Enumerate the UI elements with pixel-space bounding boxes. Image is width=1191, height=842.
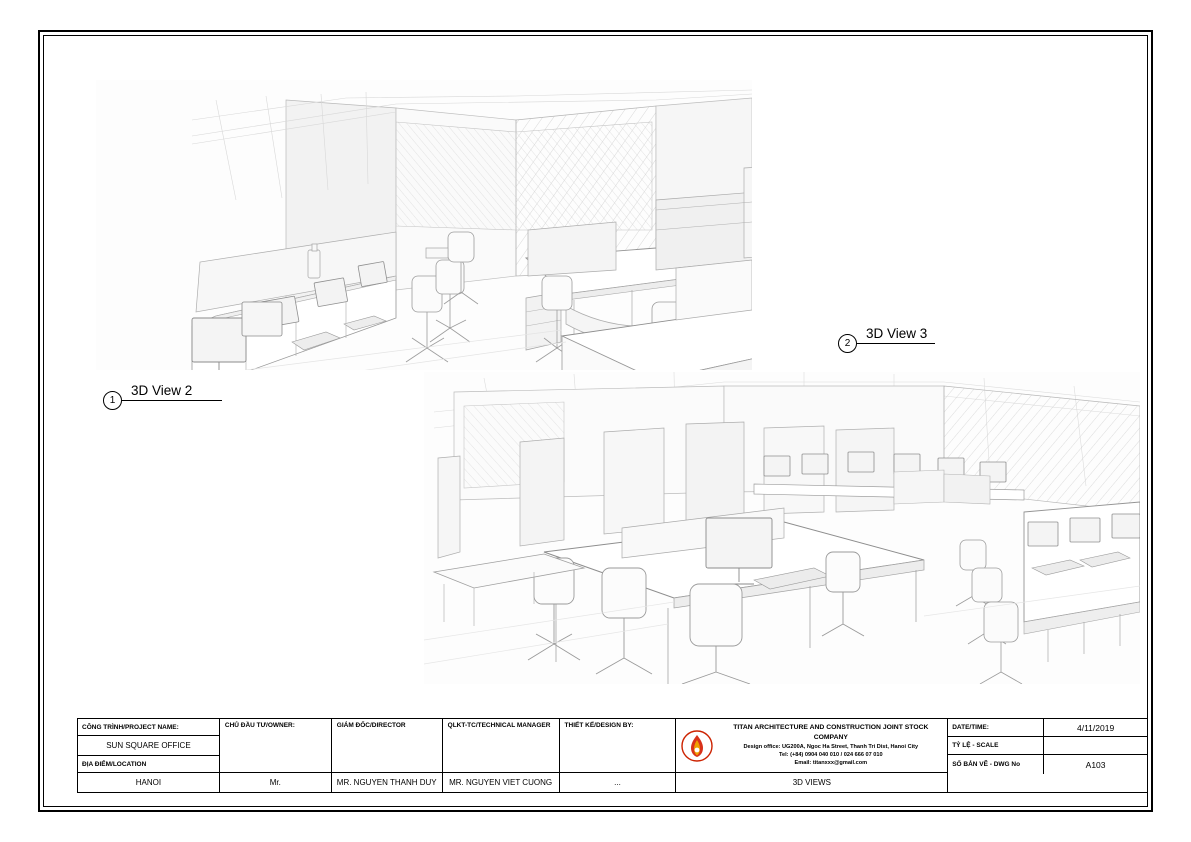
date-value: 4/11/2019 [1077, 722, 1115, 733]
title-block-technical-manager-column [443, 719, 560, 792]
sheet-number-row [948, 755, 1147, 774]
render-image-3d-view-2 [96, 80, 752, 370]
view-callout-2-rule [857, 343, 935, 344]
designer-header: THIẾT KẾ/DESIGN BY: [560, 719, 676, 773]
sheet-number-value: A103 [1085, 759, 1106, 770]
scale-value [1044, 737, 1147, 754]
company-info [676, 719, 947, 773]
title-block-project-column [78, 719, 220, 792]
view-callout-2 [838, 326, 948, 360]
technical-manager-header: QLKT-TC/TECHNICAL MANAGER [443, 719, 559, 773]
title-block-owner-column [220, 719, 332, 792]
view-callout-2-number: 2 [838, 334, 857, 353]
date-header: DATE/TIME: [948, 719, 1044, 736]
scale-row [948, 737, 1147, 755]
drawing-title: 3D VIEWS [792, 778, 831, 787]
view-callout-1-label: 3D View 2 [131, 383, 193, 398]
view-callout-1-number: 1 [103, 391, 122, 410]
location-header: ĐỊA ĐIỂM/LOCATION [78, 756, 219, 773]
title-block [77, 718, 1148, 793]
view-callout-1-rule [122, 400, 222, 401]
title-block-sheet-column [948, 719, 1147, 792]
director-value: MR. NGUYEN THANH DUY [336, 778, 437, 787]
date-row [948, 719, 1147, 737]
owner-header: CHỦ ĐẦU TƯ/OWNER: [220, 719, 331, 773]
view-callout-1 [103, 383, 233, 417]
title-block-designer-column [560, 719, 677, 792]
designer-value: ... [614, 778, 621, 787]
project-name-value: SUN SQUARE OFFICE [78, 736, 219, 756]
company-tel: Tel: (+84) 0904 040 010 / 024 666 07 010 [779, 752, 883, 759]
render-image-3d-view-3 [424, 372, 1140, 684]
technical-manager-value: MR. NGUYEN VIET CUONG [449, 778, 553, 787]
scale-header: TỶ LỆ - SCALE [948, 737, 1044, 754]
project-name-header: CÔNG TRÌNH/PROJECT NAME: [78, 719, 219, 736]
company-address: Design office: UG200A, Ngoc Ha Street, Thanh Tri Dist, Hanoi City [743, 744, 919, 751]
title-block-company-column [676, 719, 948, 792]
title-block-director-column [332, 719, 443, 792]
location-value: HANOI [135, 778, 162, 787]
owner-value: Mr. [269, 778, 281, 787]
company-name: TITAN ARCHITECTURE AND CONSTRUCTION JOINT STOCK COMPANY [733, 724, 929, 742]
sheet-number-header: SỐ BẢN VẼ - DWG No [948, 755, 1044, 774]
titan-logo-icon [680, 729, 714, 763]
company-email: Email: titanxxx@gmail.com [794, 760, 868, 767]
director-header: GIÁM ĐỐC/DIRECTOR [332, 719, 442, 773]
view-callout-2-label: 3D View 3 [866, 326, 928, 341]
